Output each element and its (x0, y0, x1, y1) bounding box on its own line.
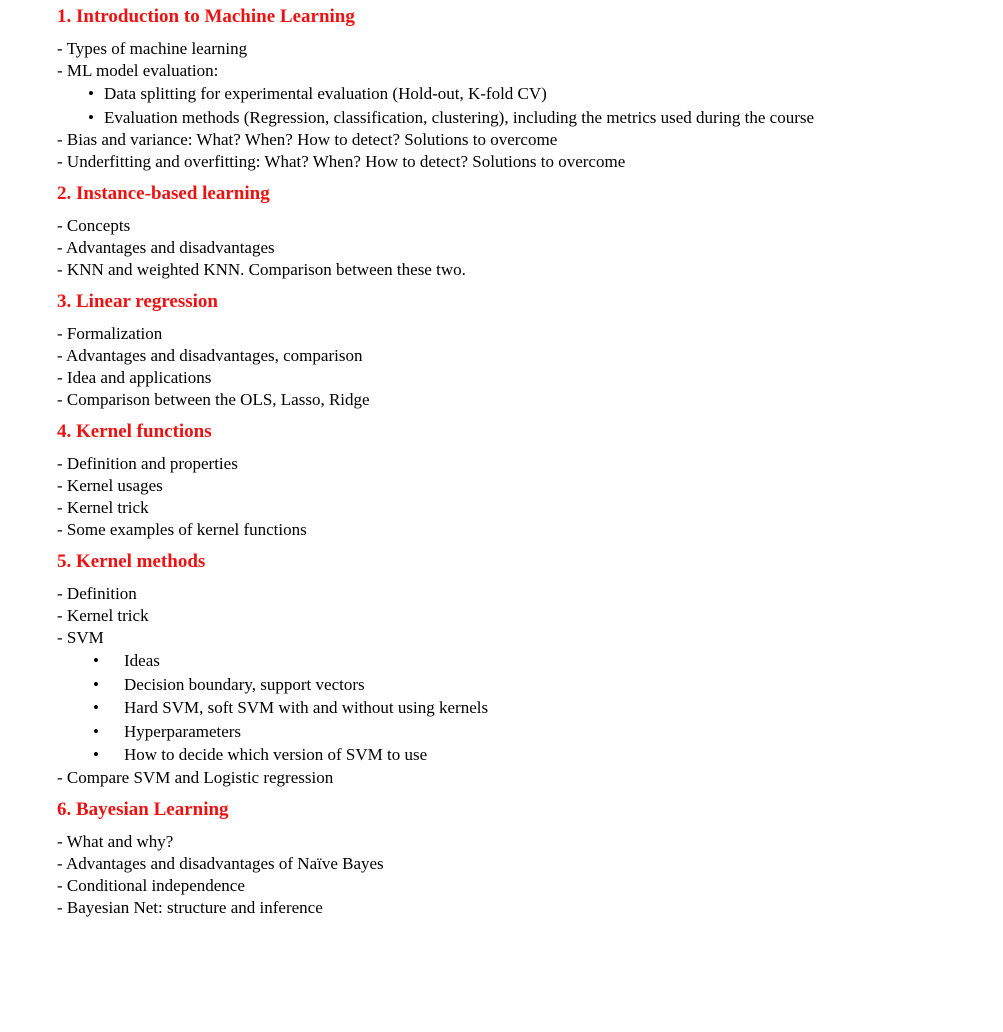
list-item: - What and why? (57, 831, 174, 851)
list-item: - Compare SVM and Logistic regression (57, 767, 334, 787)
list-item: - Concepts (57, 216, 131, 235)
list-item: - Definition and properties (57, 454, 238, 473)
section-heading: 2. Instance-based learning (57, 183, 270, 204)
section-linear-regression (57, 289, 987, 411)
list-item: - Kernel trick (57, 606, 149, 625)
bullet-item (57, 82, 987, 106)
bullet-icon: • (93, 745, 99, 764)
section-intro-ml (57, 4, 987, 173)
section-instance-based (57, 181, 987, 281)
section-heading: 6. Bayesian Learning (57, 798, 229, 820)
list-item: - Types of machine learning (57, 39, 248, 58)
bullet-text: Hard SVM, soft SVM with and without using kernels (124, 698, 489, 717)
list-item: - Definition (57, 584, 137, 603)
bullet-text: Evaluation methods (Regression, classification, clustering), including the metrics used during the course (104, 107, 815, 127)
section-bayesian-learning (57, 797, 987, 919)
list-item: - Formalization (57, 324, 163, 343)
bullet-list (57, 82, 987, 129)
bullet-item (57, 720, 987, 744)
list-item: - Idea and applications (57, 368, 212, 387)
section-heading: 4. Kernel functions (57, 421, 212, 442)
list-item: - ML model evaluation: (57, 61, 219, 80)
bullet-text: How to decide which version of SVM to use (124, 745, 428, 764)
section-kernel-functions (57, 419, 987, 541)
bullet-item (57, 696, 987, 720)
bullet-icon: • (88, 84, 94, 103)
list-item: - SVM (57, 628, 104, 647)
list-item: - Kernel trick (57, 498, 149, 517)
document-body (57, 4, 987, 927)
bullet-icon: • (93, 651, 99, 670)
section-heading: 5. Kernel methods (57, 551, 206, 572)
list-item: - Advantages and disadvantages (57, 238, 275, 257)
bullet-text: Decision boundary, support vectors (124, 674, 365, 694)
list-item: - Kernel usages (57, 476, 163, 495)
list-item: - Underfitting and overfitting: What? When? How to detect? Solutions to overcome (57, 152, 626, 171)
bullet-icon: • (93, 698, 99, 717)
bullet-text: Ideas (124, 651, 160, 670)
section-kernel-methods (57, 549, 987, 789)
section-heading: 1. Introduction to Machine Learning (57, 6, 355, 27)
section-heading: 3. Linear regression (57, 291, 218, 312)
bullet-list (57, 649, 987, 767)
list-item: - Advantages and disadvantages of Naïve Bayes (57, 853, 384, 873)
bullet-icon: • (93, 674, 99, 694)
bullet-icon: • (93, 721, 99, 741)
list-item: - Bayesian Net: structure and inference (57, 897, 323, 917)
bullet-item (57, 649, 987, 673)
bullet-item (57, 743, 987, 767)
list-item: - Bias and variance: What? When? How to detect? Solutions to overcome (57, 130, 558, 149)
bullet-icon: • (88, 107, 94, 127)
list-item: - Advantages and disadvantages, comparison (57, 346, 363, 365)
list-item: - Some examples of kernel functions (57, 520, 307, 539)
bullet-text: Data splitting for experimental evaluation (Hold-out, K-fold CV) (104, 84, 547, 103)
bullet-text: Hyperparameters (124, 721, 242, 741)
bullet-item (57, 673, 987, 697)
list-item: - Conditional independence (57, 875, 245, 895)
bullet-item (57, 106, 987, 130)
list-item: - Comparison between the OLS, Lasso, Ridge (57, 390, 370, 409)
list-item: - KNN and weighted KNN. Comparison between these two. (57, 260, 466, 279)
